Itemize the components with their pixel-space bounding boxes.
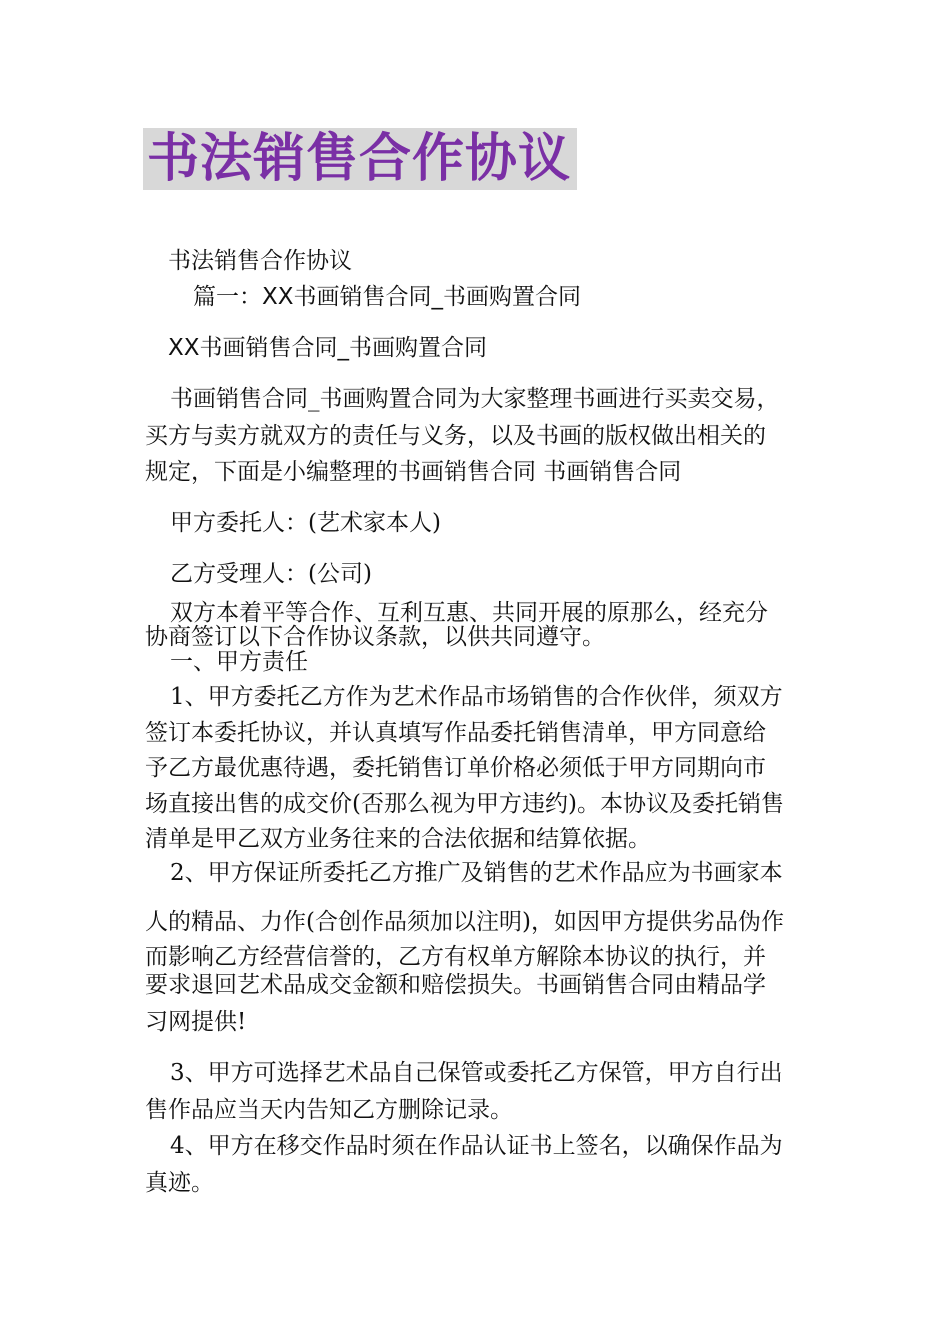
chapter-heading: 篇一：XX书画销售合同_书画购置合同 — [193, 284, 582, 310]
clause-2-line-3: 而影响乙方经营信誉的，乙方有权单方解除本协议的执行，并 — [145, 944, 766, 970]
party-b: 乙方受理人：(公司) — [170, 561, 372, 587]
clause-3-line-2: 售作品应当天内告知乙方删除记录。 — [145, 1097, 513, 1123]
clause-2-line-1: 2、甲方保证所委托乙方推广及销售的艺术作品应为书画家本 — [170, 860, 783, 886]
document-title: 书法销售合作协议 — [143, 128, 577, 190]
subtitle: 书法销售合作协议 — [168, 248, 352, 274]
intro-line-3: 规定，下面是小编整理的书画销售合同 书画销售合同 — [145, 459, 682, 485]
intro-line-1: 书画销售合同_书画购置合同为大家整理书画进行买卖交易， — [170, 386, 780, 412]
clause-2-line-4: 要求退回艺术品成交金额和赔偿损失。书画销售合同由精品学 — [145, 972, 766, 998]
clause-2-line-2: 人的精品、力作(合创作品须加以注明)，如因甲方提供劣品伪作 — [145, 909, 784, 935]
clause-3-line-1: 3、甲方可选择艺术品自己保管或委托乙方保管，甲方自行出 — [170, 1060, 783, 1086]
clause-1-line-3: 予乙方最优惠待遇，委托销售订单价格必须低于甲方同期向市 — [145, 755, 766, 781]
principle-line-2: 协商签订以下合作协议条款，以供共同遵守。 — [145, 624, 605, 650]
clause-2-line-5: 习网提供! — [145, 1009, 247, 1035]
clause-1-line-2: 签订本委托协议，并认真填写作品委托销售清单，甲方同意给 — [145, 720, 766, 746]
clause-1-line-4: 场直接出售的成交价(否那么视为甲方违约)。本协议及委托销售 — [145, 791, 784, 817]
clause-1-line-1: 1、甲方委托乙方作为艺术作品市场销售的合作伙伴，须双方 — [170, 684, 783, 710]
clause-4-line-2: 真迹。 — [145, 1170, 214, 1196]
clause-1-line-5: 清单是甲乙双方业务往来的合法依据和结算依据。 — [145, 826, 651, 852]
clause-4-line-1: 4、甲方在移交作品时须在作品认证书上签名，以确保作品为 — [170, 1133, 783, 1159]
section-1-heading: 一、甲方责任 — [170, 649, 308, 675]
principle-line-1: 双方本着平等合作、互利互惠、共同开展的原那么，经充分 — [170, 600, 768, 626]
party-a: 甲方委托人：(艺术家本人) — [170, 510, 441, 536]
intro-line-2: 买方与卖方就双方的责任与义务，以及书画的版权做出相关的 — [145, 423, 766, 449]
section-heading: XX书画销售合同_书画购置合同 — [168, 335, 488, 361]
